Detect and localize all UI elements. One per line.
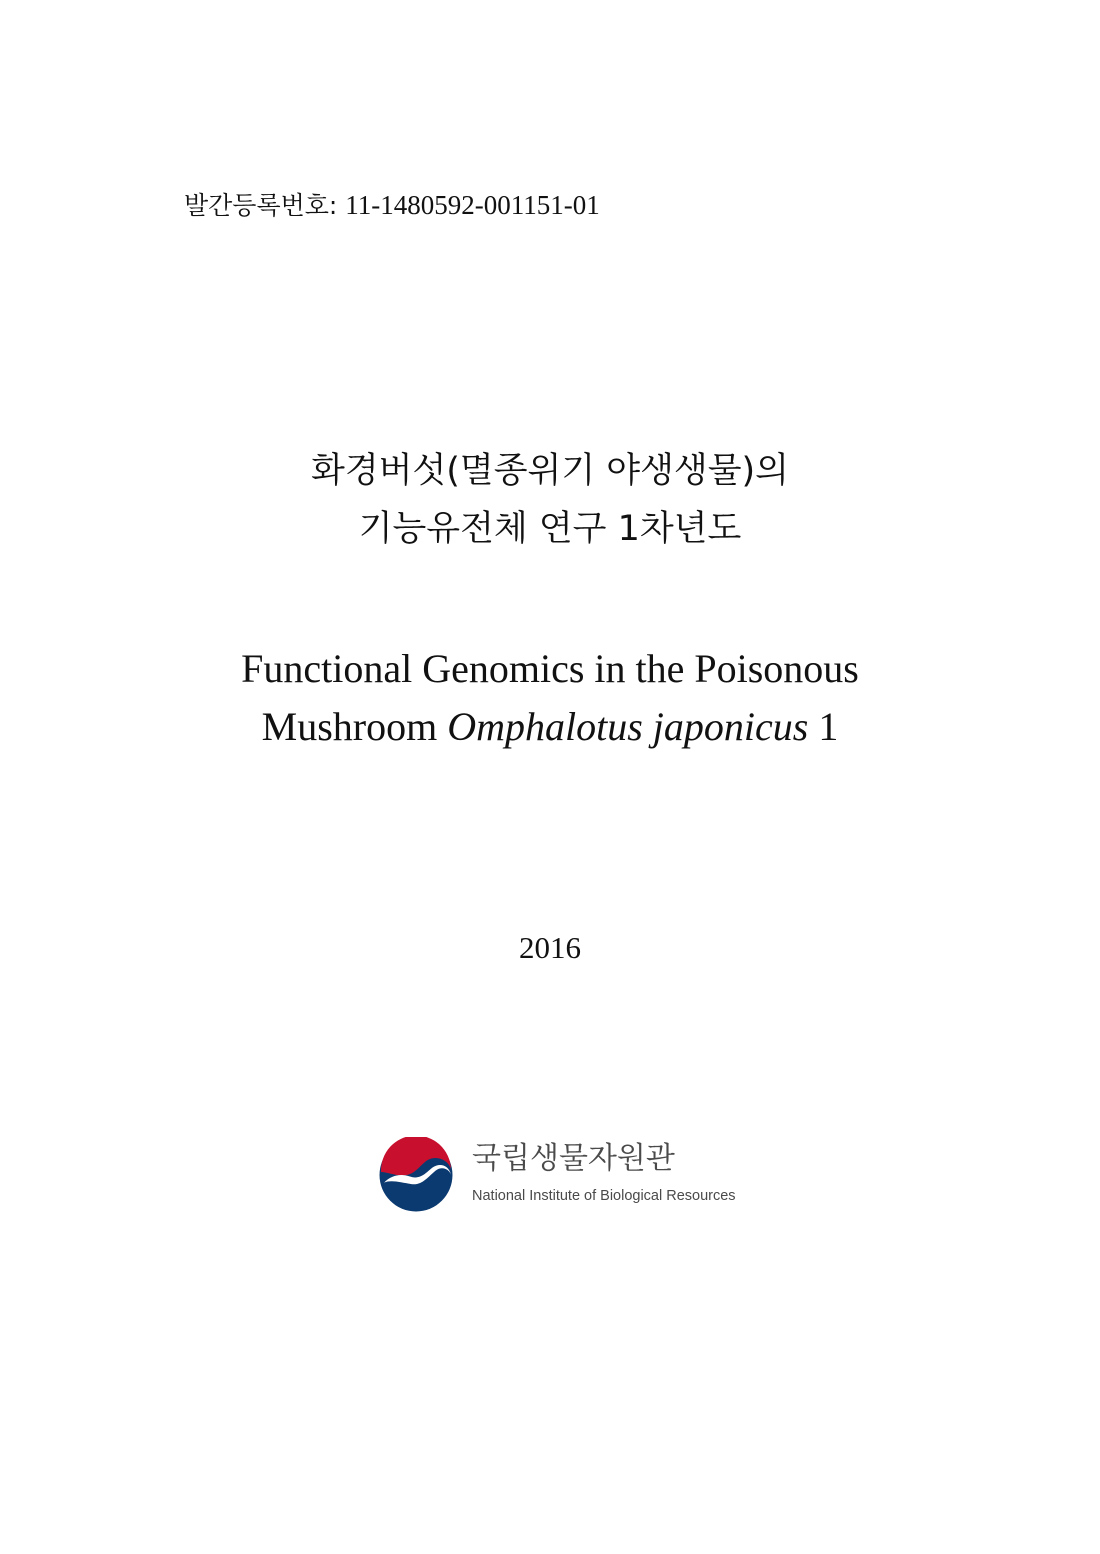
korean-title-line-1: 화경버섯(멸종위기 야생생물)의 [311,451,789,491]
publisher-name-korean: 국립생물자원관 [472,1141,675,1176]
publication-year: 2016 [519,930,581,965]
species-name: Omphalotus japonicus [447,704,809,749]
english-title-suffix: 1 [818,704,839,749]
publisher-name-english: National Institute of Biological Resources [472,1188,736,1204]
korean-title-line-2: 기능유전체 연구 1차년도 [358,509,742,549]
registration-label: 발간등록번호: [184,191,338,220]
registration-number [184,188,600,223]
taegeuk-logo-icon [378,1137,454,1213]
english-title-prefix: Mushroom [261,704,438,749]
korean-title [0,442,1100,558]
registration-value: 11-1480592-001151-01 [345,190,600,220]
english-title-line-2 [0,698,1100,756]
english-title-line-1: Functional Genomics in the Poisonous [241,646,859,691]
english-title [0,640,1100,756]
publisher-logo [378,1137,778,1217]
